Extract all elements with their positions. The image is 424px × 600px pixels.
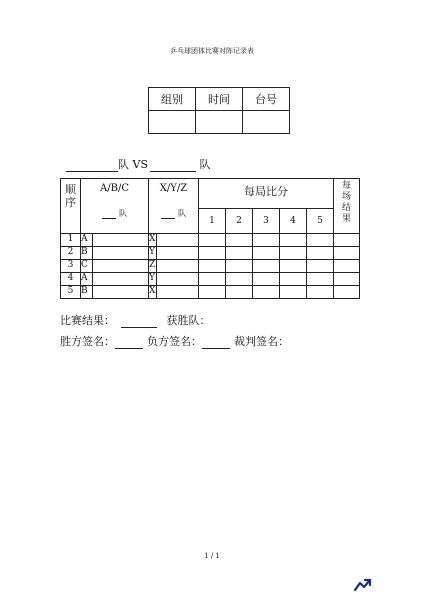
row-order: 1 [61, 234, 81, 247]
table-row [61, 234, 360, 247]
abc-header: A/B/C 队 [81, 179, 149, 234]
game-number-1: 1 [199, 208, 226, 233]
signature-line [60, 333, 289, 349]
row-right-player: Z [149, 260, 157, 273]
game-number-3: 3 [253, 208, 280, 233]
winner-team-label: 获胜队： [166, 314, 211, 327]
referee-sign-label: 裁判签名： [234, 335, 289, 348]
table-row [61, 286, 360, 299]
loser-sign-label: 负方签名： [147, 335, 202, 348]
table-row [61, 247, 360, 260]
info-cell-table-number [243, 111, 290, 134]
game-number-2: 2 [226, 208, 253, 233]
row-order: 2 [61, 247, 81, 260]
team-suffix-2: 队 [199, 158, 211, 171]
trend-arrow-icon [354, 577, 372, 596]
xyz-header: X/Y/Z 队 [149, 179, 199, 234]
order-header: 顺序 [61, 179, 81, 234]
team-suffix-1: 队 [118, 158, 129, 171]
info-header-time: 时间 [196, 88, 243, 111]
row-right-player: X [149, 234, 157, 247]
row-left-player: C [81, 260, 93, 273]
table-row [61, 273, 360, 286]
team-1-blank [66, 171, 118, 172]
row-right-player: X [149, 286, 157, 299]
row-left-player: B [81, 247, 93, 260]
winner-sign-blank [115, 348, 143, 349]
match-result-label: 比赛结果： [60, 314, 115, 327]
winner-sign-label: 胜方签名： [60, 335, 115, 348]
abc-team-suffix: 队 [119, 209, 127, 218]
row-order: 5 [61, 286, 81, 299]
game-number-5: 5 [307, 208, 334, 233]
result-line [60, 312, 211, 328]
row-left-player: B [81, 286, 93, 299]
score-table [60, 178, 360, 299]
page-number: 1 / 1 [204, 552, 220, 560]
info-cell-time [196, 111, 243, 134]
row-right-player: Y [149, 273, 157, 286]
row-left-player: A [81, 234, 93, 247]
vs-label: VS [132, 158, 148, 171]
info-table [148, 87, 290, 134]
match-result-header: 每场结果 [334, 179, 360, 234]
info-header-group: 组别 [149, 88, 196, 111]
xyz-team-suffix: 队 [178, 209, 186, 218]
team-2-blank [150, 171, 196, 172]
loser-sign-blank [202, 348, 230, 349]
row-order: 3 [61, 260, 81, 273]
info-cell-group [149, 111, 196, 134]
row-right-player: Y [149, 247, 157, 260]
row-order: 4 [61, 273, 81, 286]
teams-line [66, 156, 210, 172]
document-title: 乒乓球团体比赛对阵记录表 [170, 47, 254, 55]
row-left-player: A [81, 273, 93, 286]
match-result-blank [121, 327, 157, 328]
game-number-4: 4 [280, 208, 307, 233]
game-scores-header: 每局比分 [199, 179, 334, 209]
table-row [61, 260, 360, 273]
info-header-table-number: 台号 [243, 88, 290, 111]
